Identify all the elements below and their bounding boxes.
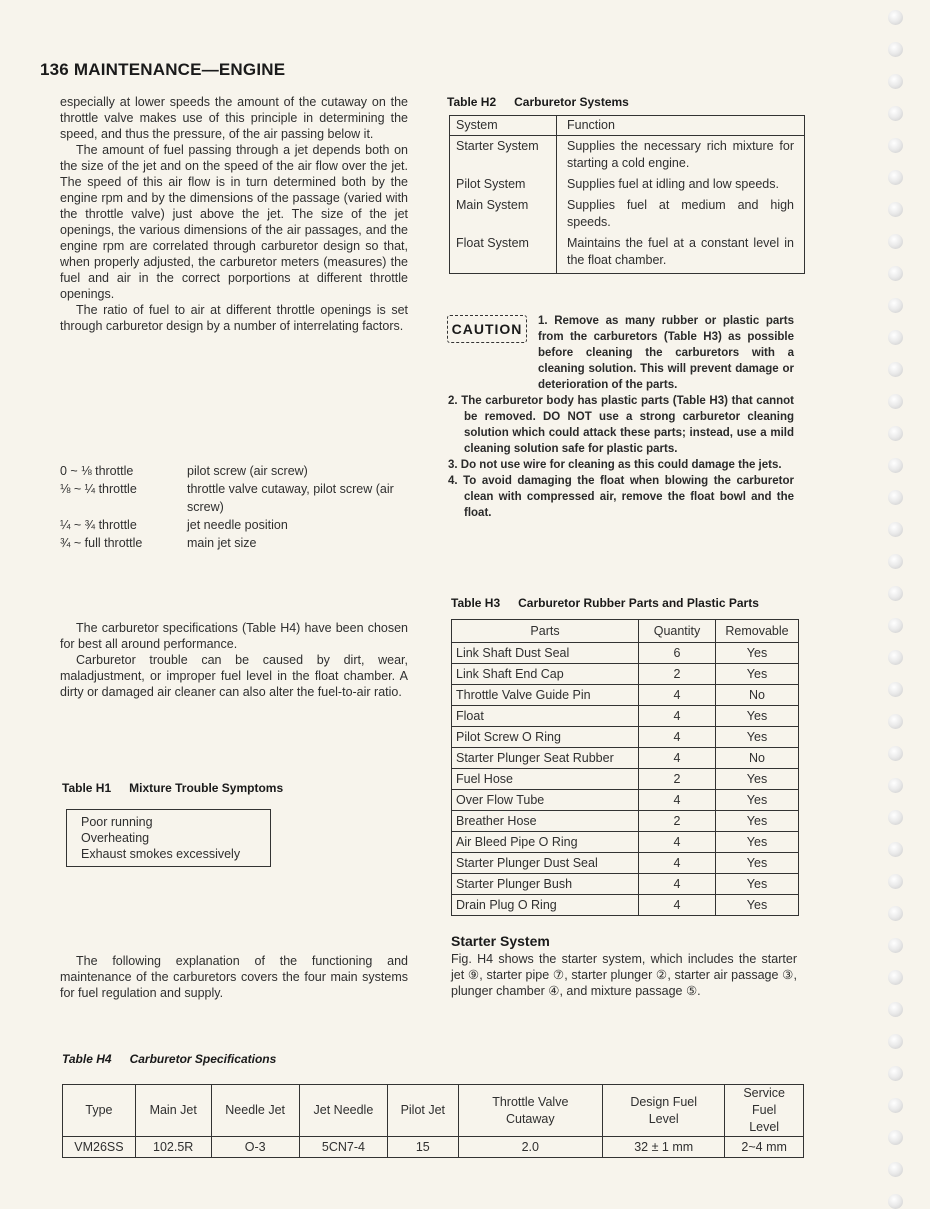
table-h3-number: Table H3 bbox=[451, 596, 501, 610]
binder-hole bbox=[888, 266, 903, 281]
table-h1-caption bbox=[62, 781, 283, 795]
table-row bbox=[450, 136, 805, 175]
system-cell: Starter System bbox=[450, 136, 557, 175]
quantity-cell: 4 bbox=[639, 706, 716, 727]
part-name-cell: Air Bleed Pipe O Ring bbox=[452, 832, 639, 853]
system-cell: Float System bbox=[450, 233, 557, 274]
binder-hole bbox=[888, 490, 903, 505]
table-row bbox=[452, 874, 799, 895]
throttle-list bbox=[60, 462, 420, 552]
throttle-range: ¼ ~ ¾ throttle bbox=[60, 518, 137, 532]
table-h2 bbox=[449, 115, 805, 274]
binder-hole bbox=[888, 970, 903, 985]
table-h1-number: Table H1 bbox=[62, 781, 112, 795]
table-row bbox=[452, 790, 799, 811]
removable-cell: Yes bbox=[716, 895, 799, 916]
table-row bbox=[452, 706, 799, 727]
binder-hole bbox=[888, 554, 903, 569]
table-row bbox=[452, 748, 799, 769]
part-name-cell: Float bbox=[452, 706, 639, 727]
intro-paragraph: The amount of fuel passing through a jet depends both on the size of the jet and on the speed of the air flow over the jet. The speed of this air flow is in turn determined both by the engine rpm and by the dimensions of the passage (varied with the throttle valve) just above the jet. The size of the jet openings, the various dimensions of the air passages, and the engine rpm are correlated through carburetor design so that, when properly adjusted, the carburetor meters (measures) the fuel and air in the correct porportions at different throttle openings. bbox=[60, 143, 408, 301]
spec-paragraph: The carburetor specifications (Table H4) have been chosen for best all around performance. bbox=[60, 621, 408, 651]
removable-cell: Yes bbox=[716, 853, 799, 874]
table-row bbox=[452, 853, 799, 874]
binder-hole bbox=[888, 1130, 903, 1145]
table-row bbox=[63, 1137, 804, 1158]
binder-hole bbox=[888, 330, 903, 345]
symptom-item: Exhaust smokes excessively bbox=[81, 847, 241, 861]
table-h4-number: Table H4 bbox=[62, 1052, 112, 1066]
binder-hole bbox=[888, 522, 903, 537]
binder-hole bbox=[888, 650, 903, 665]
part-name-cell: Breather Hose bbox=[452, 811, 639, 832]
table-h4-header: Main Jet bbox=[135, 1085, 211, 1137]
part-name-cell: Throttle Valve Guide Pin bbox=[452, 685, 639, 706]
binder-hole bbox=[888, 106, 903, 121]
removable-cell: Yes bbox=[716, 874, 799, 895]
removable-cell: Yes bbox=[716, 727, 799, 748]
table-h3-body bbox=[452, 643, 799, 916]
table-h4 bbox=[62, 1084, 804, 1158]
removable-cell: Yes bbox=[716, 811, 799, 832]
part-name-cell: Fuel Hose bbox=[452, 769, 639, 790]
binder-hole bbox=[888, 74, 903, 89]
table-h4-header: Design Fuel Level bbox=[603, 1085, 725, 1137]
intro-paragraph: The ratio of fuel to air at different throttle openings is set through carburetor design by a number of interrelating factors. bbox=[60, 303, 408, 333]
throttle-list-item bbox=[60, 462, 420, 480]
binder-hole bbox=[888, 362, 903, 377]
starter-system-heading: Starter System bbox=[451, 933, 550, 949]
function-cell: Maintains the fuel at a constant level in the float chamber. bbox=[557, 233, 805, 274]
quantity-cell: 6 bbox=[639, 643, 716, 664]
binder-hole bbox=[888, 618, 903, 633]
binder-hole bbox=[888, 1194, 903, 1209]
table-row bbox=[452, 769, 799, 790]
table-h4-cell: 15 bbox=[388, 1137, 459, 1158]
part-name-cell: Over Flow Tube bbox=[452, 790, 639, 811]
removable-cell: Yes bbox=[716, 643, 799, 664]
table-h4-cell: VM26SS bbox=[63, 1137, 136, 1158]
binder-hole bbox=[888, 458, 903, 473]
starter-system-text bbox=[451, 951, 797, 999]
table-row bbox=[452, 664, 799, 685]
quantity-cell: 4 bbox=[639, 685, 716, 706]
part-name-cell: Pilot Screw O Ring bbox=[452, 727, 639, 748]
spec-paragraph: Carburetor trouble can be caused by dirt, wear, maladjustment, or improper fuel level in the float chamber. A dirty or damaged air cleaner can also alter the fuel-to-air ratio. bbox=[60, 653, 408, 699]
removable-cell: Yes bbox=[716, 706, 799, 727]
quantity-cell: 4 bbox=[639, 727, 716, 748]
table-h1-box bbox=[66, 809, 271, 867]
quantity-cell: 4 bbox=[639, 895, 716, 916]
binder-hole bbox=[888, 10, 903, 25]
binder-hole bbox=[888, 906, 903, 921]
part-name-cell: Starter Plunger Dust Seal bbox=[452, 853, 639, 874]
binder-hole bbox=[888, 202, 903, 217]
removable-cell: No bbox=[716, 748, 799, 769]
binder-hole bbox=[888, 1098, 903, 1113]
table-h3-title: Carburetor Rubber Parts and Plastic Parts bbox=[518, 596, 759, 610]
binder-hole bbox=[888, 874, 903, 889]
throttle-factor: jet needle position bbox=[187, 518, 288, 532]
removable-cell: No bbox=[716, 685, 799, 706]
binder-hole bbox=[888, 1034, 903, 1049]
part-name-cell: Starter Plunger Bush bbox=[452, 874, 639, 895]
quantity-cell: 4 bbox=[639, 790, 716, 811]
table-h3-header-quantity: Quantity bbox=[639, 620, 716, 643]
function-cell: Supplies fuel at idling and low speeds. bbox=[557, 174, 805, 195]
table-h2-header-function: Function bbox=[557, 116, 805, 136]
intro-paragraph: especially at lower speeds the amount of the cutaway on the throttle valve makes use of this principle in determining the speed, and thus the pressure, of the air passing below it. bbox=[60, 95, 408, 141]
throttle-factor: pilot screw (air screw) bbox=[187, 464, 308, 478]
caution-list bbox=[446, 313, 794, 521]
caution-item: 2. The carburetor body has plastic parts (Table H3) that cannot be removed. DO NOT use a strong carburetor cleaning solution which could attack these parts; instead, use a mild cleaning solution safe for plastic parts. bbox=[448, 395, 794, 455]
quantity-cell: 4 bbox=[639, 853, 716, 874]
binder-hole bbox=[888, 778, 903, 793]
table-h4-cell: 2.0 bbox=[458, 1137, 602, 1158]
removable-cell: Yes bbox=[716, 790, 799, 811]
function-cell: Supplies fuel at medium and high speeds. bbox=[557, 195, 805, 233]
system-cell: Main System bbox=[450, 195, 557, 233]
table-h4-cell: O-3 bbox=[211, 1137, 299, 1158]
caution-item: 4. To avoid damaging the float when blowing the carburetor clean with compressed air, remove the float bowl and the float. bbox=[448, 475, 794, 519]
quantity-cell: 2 bbox=[639, 811, 716, 832]
table-row bbox=[450, 195, 805, 233]
binder-hole bbox=[888, 1002, 903, 1017]
throttle-factor: main jet size bbox=[187, 536, 257, 550]
table-h4-title: Carburetor Specifications bbox=[129, 1052, 277, 1066]
binder-hole bbox=[888, 1066, 903, 1081]
table-h4-header: Jet Needle bbox=[299, 1085, 387, 1137]
table-h4-cell: 32 ± 1 mm bbox=[603, 1137, 725, 1158]
binder-hole bbox=[888, 746, 903, 761]
quantity-cell: 4 bbox=[639, 874, 716, 895]
part-name-cell: Link Shaft End Cap bbox=[452, 664, 639, 685]
binder-hole bbox=[888, 426, 903, 441]
caution-label: CAUTION bbox=[451, 321, 523, 337]
spec-text bbox=[60, 620, 408, 700]
symptom-item: Poor running bbox=[81, 815, 153, 829]
table-row bbox=[450, 174, 805, 195]
caution-item: 1. Remove as many rubber or plastic parts from the carburetors (Table H3) as possible before cleaning the carburetors with a cleaning solution. This will prevent damage or deterioration of the parts. bbox=[538, 315, 794, 391]
table-row bbox=[452, 832, 799, 853]
removable-cell: Yes bbox=[716, 664, 799, 685]
throttle-list-item bbox=[60, 534, 420, 552]
removable-cell: Yes bbox=[716, 832, 799, 853]
table-h4-cell: 2~4 mm bbox=[725, 1137, 804, 1158]
throttle-range: 0 ~ ⅛ throttle bbox=[60, 464, 134, 478]
throttle-list-item bbox=[60, 516, 420, 534]
table-h3 bbox=[451, 619, 799, 916]
table-row bbox=[450, 233, 805, 274]
binder-hole bbox=[888, 42, 903, 57]
table-h3-header-removable: Removable bbox=[716, 620, 799, 643]
intro-text bbox=[60, 94, 408, 334]
binder-hole bbox=[888, 842, 903, 857]
binder-hole bbox=[888, 1162, 903, 1177]
starter-system-paragraph: Fig. H4 shows the starter system, which includes the starter jet ⑨, starter pipe ⑦, starter plunger ②, starter air passage ③, plunger chamber ④, and mixture passage ⑤. bbox=[451, 952, 797, 998]
binder-hole bbox=[888, 234, 903, 249]
throttle-range: ¾ ~ full throttle bbox=[60, 536, 143, 550]
binder-hole bbox=[888, 298, 903, 313]
binder-hole bbox=[888, 938, 903, 953]
table-h2-caption bbox=[447, 95, 629, 109]
table-h4-header: Needle Jet bbox=[211, 1085, 299, 1137]
page-title: 136 MAINTENANCE—ENGINE bbox=[40, 60, 286, 79]
table-row bbox=[452, 895, 799, 916]
table-h4-cell: 5CN7-4 bbox=[299, 1137, 387, 1158]
table-h4-cell: 102.5R bbox=[135, 1137, 211, 1158]
table-row bbox=[452, 811, 799, 832]
quantity-cell: 2 bbox=[639, 769, 716, 790]
table-row bbox=[452, 643, 799, 664]
table-h3-header-parts: Parts bbox=[452, 620, 639, 643]
binder-hole bbox=[888, 586, 903, 601]
binder-hole bbox=[888, 682, 903, 697]
table-row bbox=[452, 685, 799, 706]
table-row bbox=[452, 727, 799, 748]
table-h4-header: Throttle Valve Cutaway bbox=[458, 1085, 602, 1137]
explanation-paragraph: The following explanation of the functioning and maintenance of the carburetors covers the four main systems for fuel regulation and supply. bbox=[60, 954, 408, 1000]
part-name-cell: Link Shaft Dust Seal bbox=[452, 643, 639, 664]
throttle-list-item bbox=[60, 480, 420, 516]
quantity-cell: 2 bbox=[639, 664, 716, 685]
binder-hole bbox=[888, 714, 903, 729]
table-h1-title: Mixture Trouble Symptoms bbox=[129, 781, 284, 795]
throttle-factor: throttle valve cutaway, pilot screw (air screw) bbox=[187, 482, 394, 514]
table-h4-header: Service Fuel Level bbox=[725, 1085, 804, 1137]
part-name-cell: Drain Plug O Ring bbox=[452, 895, 639, 916]
explanation-text bbox=[60, 953, 408, 1001]
binder-hole bbox=[888, 810, 903, 825]
binder-hole bbox=[888, 170, 903, 185]
table-h4-caption bbox=[62, 1052, 276, 1066]
function-cell: Supplies the necessary rich mixture for starting a cold engine. bbox=[557, 136, 805, 175]
caution-item: 3. Do not use wire for cleaning as this could damage the jets. bbox=[448, 459, 782, 471]
removable-cell: Yes bbox=[716, 769, 799, 790]
table-h4-header: Pilot Jet bbox=[388, 1085, 459, 1137]
binder-hole bbox=[888, 394, 903, 409]
system-cell: Pilot System bbox=[450, 174, 557, 195]
table-h2-header-system: System bbox=[450, 116, 557, 136]
table-h4-header: Type bbox=[63, 1085, 136, 1137]
table-h2-title: Carburetor Systems bbox=[514, 95, 629, 109]
part-name-cell: Starter Plunger Seat Rubber bbox=[452, 748, 639, 769]
throttle-range: ⅛ ~ ¼ throttle bbox=[60, 482, 137, 496]
quantity-cell: 4 bbox=[639, 748, 716, 769]
table-h3-caption bbox=[451, 596, 759, 610]
table-h2-number: Table H2 bbox=[447, 95, 497, 109]
binder-hole bbox=[888, 138, 903, 153]
symptom-item: Overheating bbox=[81, 831, 150, 845]
quantity-cell: 4 bbox=[639, 832, 716, 853]
